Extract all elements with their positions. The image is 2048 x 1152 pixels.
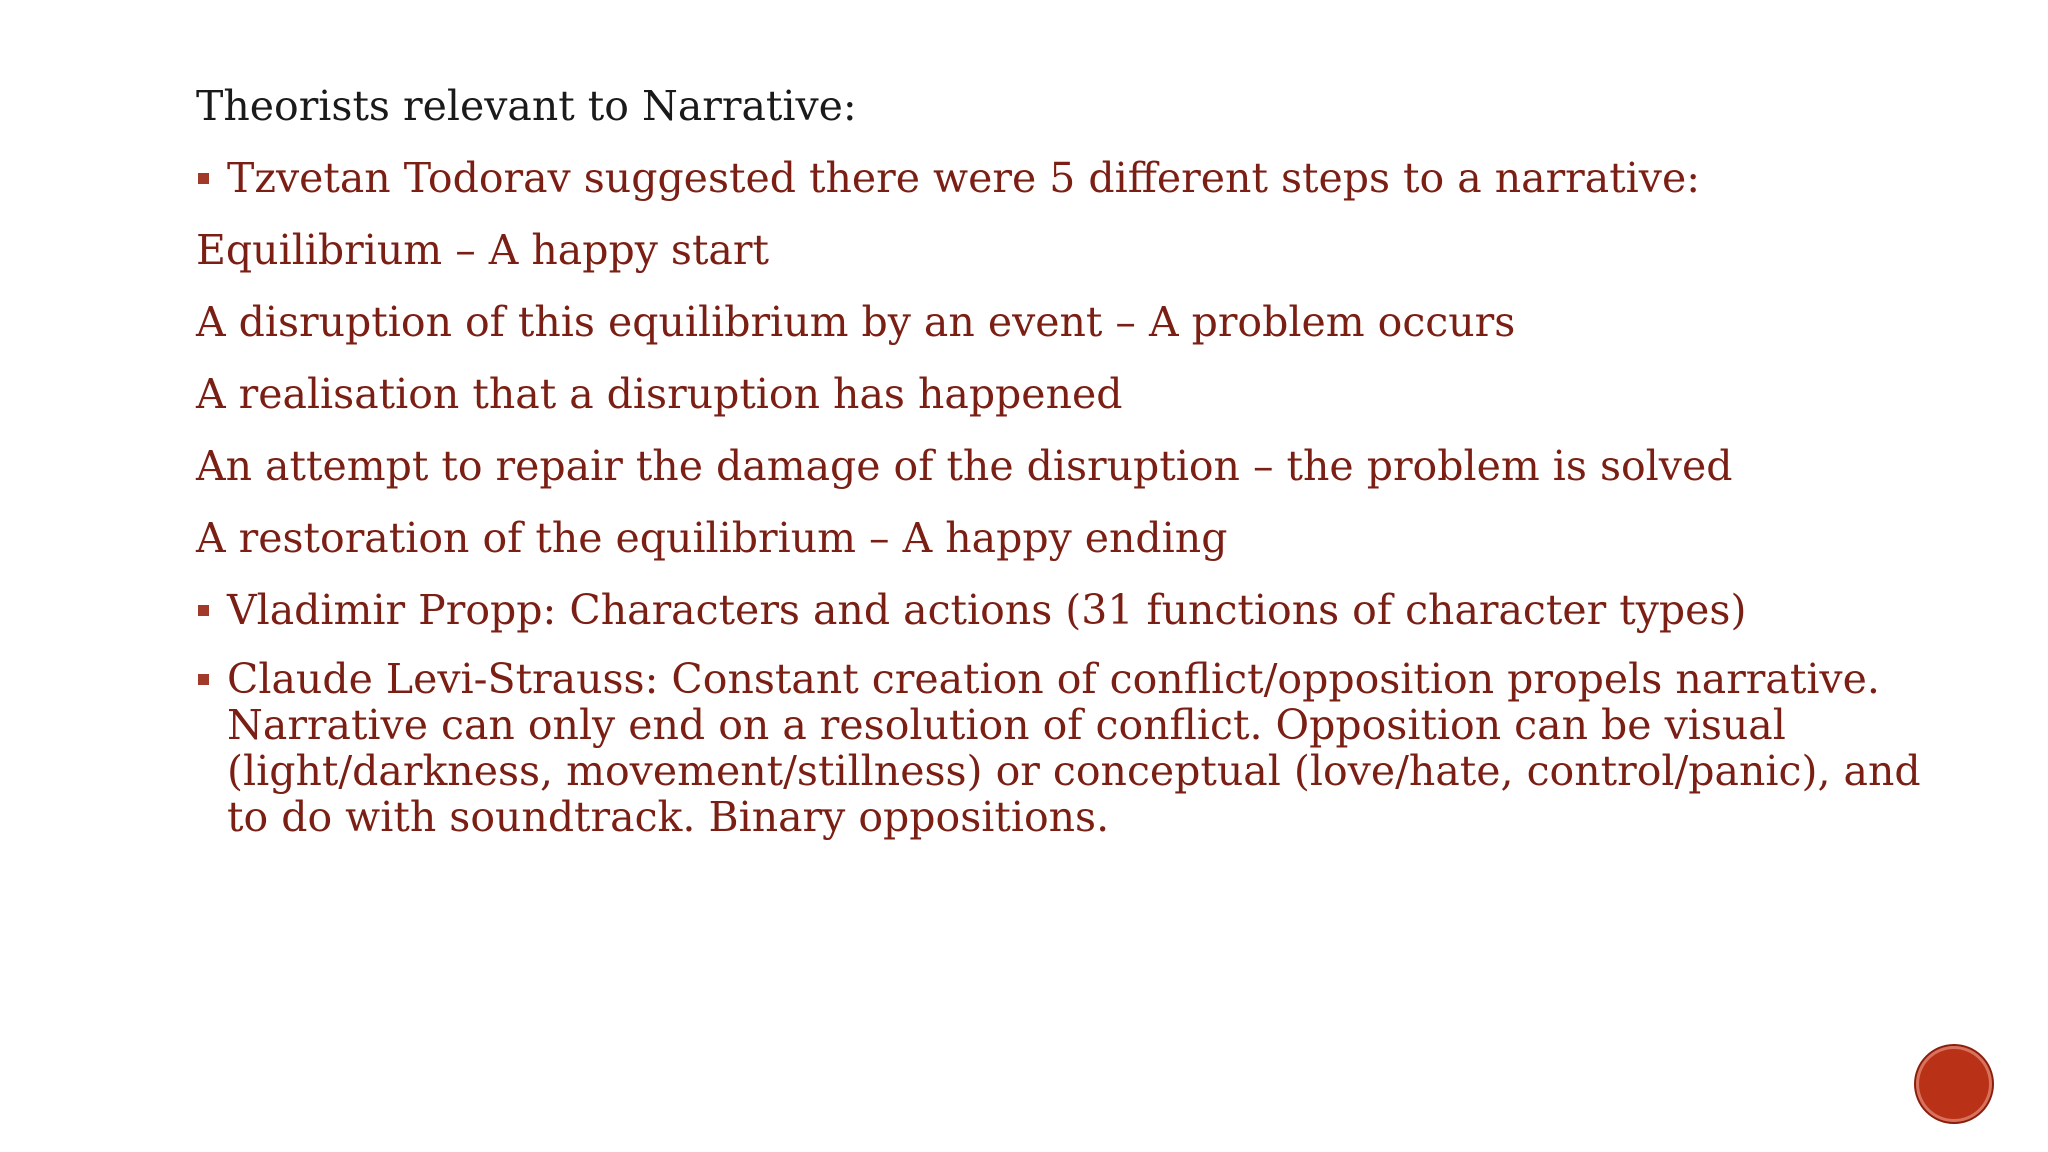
step-2: A disruption of this equilibrium by an event – A problem occurs bbox=[196, 298, 1516, 346]
square-bullet-icon bbox=[198, 605, 209, 616]
bullet-levi-strauss bbox=[196, 655, 1921, 841]
square-bullet-icon bbox=[198, 173, 209, 184]
step-4: An attempt to repair the damage of the disruption – the problem is solved bbox=[196, 442, 1733, 490]
square-bullet-icon bbox=[198, 674, 209, 685]
slide-content bbox=[196, 80, 1921, 866]
circle-badge-icon bbox=[1916, 1046, 1992, 1122]
step-1: Equilibrium – A happy start bbox=[196, 226, 769, 274]
levi-strauss-line-4: to do with soundtrack. Binary oppositions. bbox=[227, 793, 1110, 841]
bullet-propp bbox=[196, 584, 1856, 636]
step-5: A restoration of the equilibrium – A happy ending bbox=[196, 514, 1228, 562]
levi-strauss-line-1: Claude Levi-Strauss: Constant creation of conflict/opposition propels narrative. bbox=[227, 655, 1880, 703]
bullet-propp-text: Vladimir Propp: Characters and actions (31 functions of character types) bbox=[227, 586, 1747, 634]
levi-strauss-line-2: Narrative can only end on a resolution of conflict. Opposition can be visual bbox=[227, 701, 1786, 749]
bullet-todorov-text: Tzvetan Todorav suggested there were 5 different steps to a narrative: bbox=[227, 154, 1701, 202]
bullet-todorov bbox=[196, 152, 1856, 204]
levi-strauss-line-3: (light/darkness, movement/stillness) or conceptual (love/hate, control/panic), and bbox=[227, 747, 1921, 795]
slide-heading: Theorists relevant to Narrative: bbox=[196, 82, 857, 130]
step-3: A realisation that a disruption has happened bbox=[196, 370, 1123, 418]
